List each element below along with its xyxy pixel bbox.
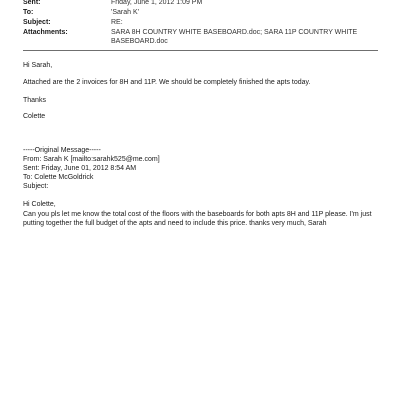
sent-label: Sent: xyxy=(23,0,41,6)
sent-row xyxy=(23,0,383,7)
original-separator: -----Original Message----- xyxy=(23,147,101,154)
header-divider xyxy=(23,50,378,51)
original-to: To: Colette McGoldrick xyxy=(23,174,94,181)
subject-row xyxy=(23,18,383,27)
to-label: To: xyxy=(23,9,34,16)
sent-value: Friday, June 1, 2012 1:09 PM xyxy=(111,0,203,6)
to-row xyxy=(23,8,383,17)
attachments-label: Attachments: xyxy=(23,29,68,36)
subject-label: Subject: xyxy=(23,19,51,26)
original-subject: Subject: xyxy=(23,183,49,190)
original-greeting: Hi Colette, xyxy=(23,201,56,208)
reply-greeting: Hi Sarah, xyxy=(23,62,53,69)
subject-value: RE: xyxy=(111,19,123,26)
to-value: 'Sarah K' xyxy=(111,9,139,16)
original-from: From: Sarah K [mailto:sarahk525@me.com] xyxy=(23,156,160,163)
reply-body: Attached are the 2 invoices for 8H and 11P. We should be completely finished the apts today. xyxy=(23,79,311,86)
reply-signature: Colette xyxy=(23,113,46,120)
attachments-value[interactable]: SARA 8H COUNTRY WHITE BASEBOARD.doc; SARA 11P COUNTRY WHITE BASEBOARD.doc xyxy=(111,29,358,45)
original-body-line-1: Can you pls let me know the total cost of the floors with the baseboards for both apts 8H and 11P please. I'm just xyxy=(23,211,372,218)
original-body-line-2: putting together the full budget of the apts and need to include this price. thanks very much, Sarah xyxy=(23,220,327,227)
reply-thanks: Thanks xyxy=(23,97,46,104)
original-sent: Sent: Friday, June 01, 2012 8:54 AM xyxy=(23,165,137,172)
attachments-row xyxy=(23,28,383,46)
